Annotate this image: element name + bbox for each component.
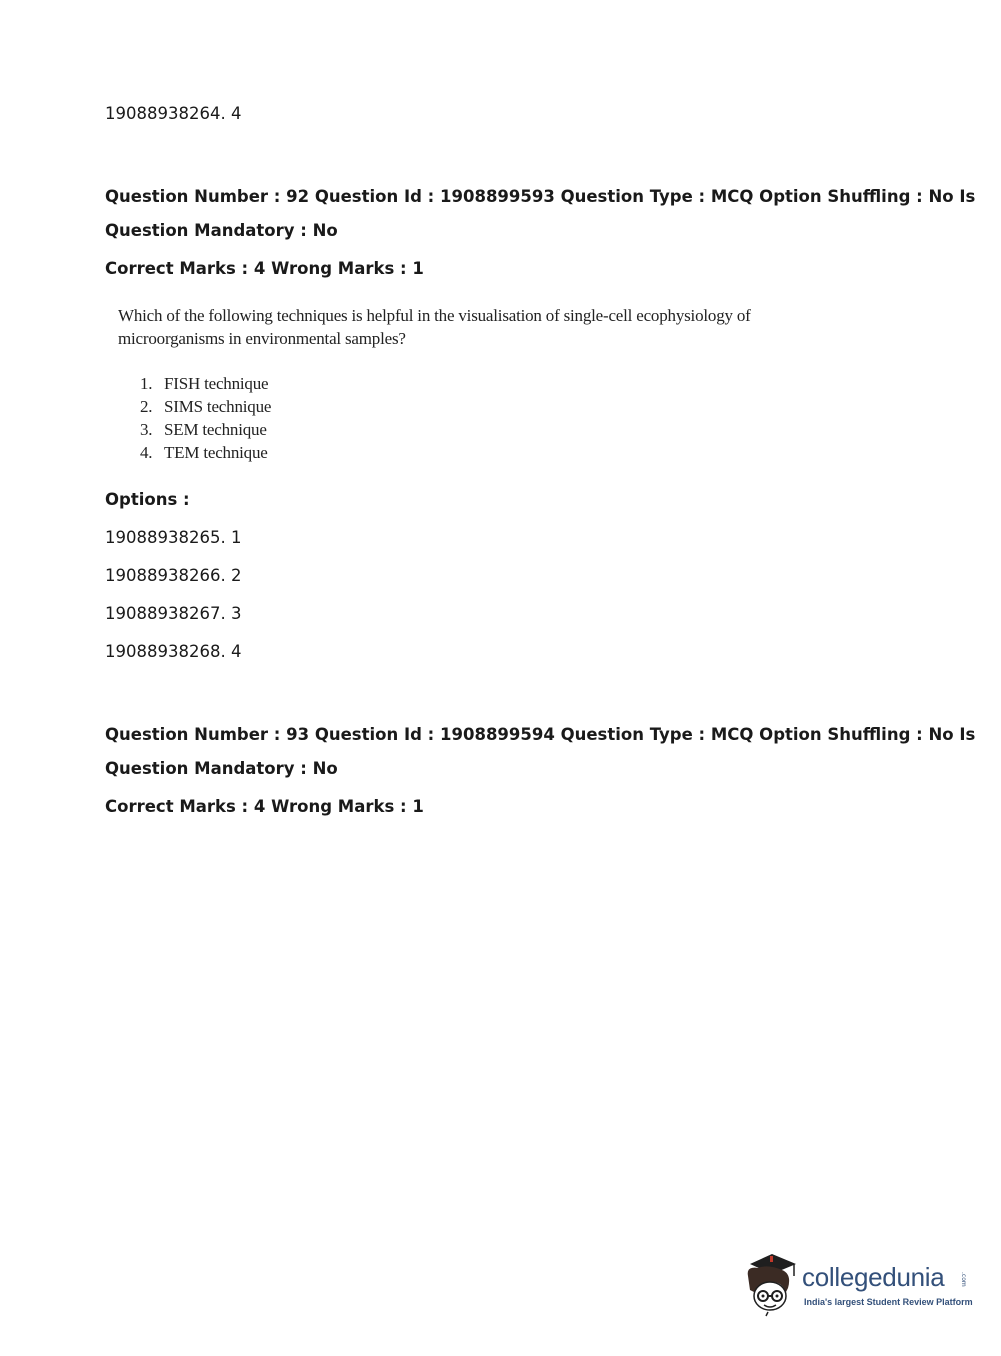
question-header: Question Number : 93 Question Id : 1908899594 Question Type : MCQ Option Shuffling : No Is <box>105 725 976 744</box>
question-image <box>118 304 751 464</box>
question-header: Question Number : 92 Question Id : 1908899593 Question Type : MCQ Option Shuffling : No Is <box>105 187 976 206</box>
choice-number: 3. <box>140 420 153 439</box>
option-item: 19088938265. 1 <box>105 528 242 547</box>
option-item: 19088938267. 3 <box>105 604 242 623</box>
choice-item <box>118 395 751 418</box>
logo-wordmark: collegedunia <box>802 1262 945 1292</box>
choice-item <box>118 418 751 441</box>
collegedunia-logo <box>742 1252 972 1318</box>
mascot-icon <box>742 1252 802 1318</box>
choice-text: SIMS technique <box>164 397 272 416</box>
question-text-line: microorganisms in environmental samples? <box>118 329 406 348</box>
choice-text: TEM technique <box>164 443 268 462</box>
question-mandatory: Question Mandatory : No <box>105 759 338 778</box>
previous-option: 19088938264. 4 <box>105 104 242 123</box>
choice-number: 4. <box>140 443 153 462</box>
choice-text: SEM technique <box>164 420 267 439</box>
choice-number: 1. <box>140 374 153 393</box>
logo-tagline: India's largest Student Review Platform <box>804 1297 973 1307</box>
logo-suffix: .com <box>960 1272 967 1287</box>
option-item: 19088938268. 4 <box>105 642 242 661</box>
option-item: 19088938266. 2 <box>105 566 242 585</box>
question-marks: Correct Marks : 4 Wrong Marks : 1 <box>105 797 424 816</box>
choice-item <box>118 441 751 464</box>
choice-text: FISH technique <box>164 374 269 393</box>
question-text-line: Which of the following techniques is helpful in the visualisation of single-cell ecophysiology of <box>118 306 751 325</box>
choice-number: 2. <box>140 397 153 416</box>
choice-item <box>118 372 751 395</box>
question-choices <box>118 372 751 464</box>
options-label: Options : <box>105 490 190 509</box>
question-mandatory: Question Mandatory : No <box>105 221 338 240</box>
question-marks: Correct Marks : 4 Wrong Marks : 1 <box>105 259 424 278</box>
